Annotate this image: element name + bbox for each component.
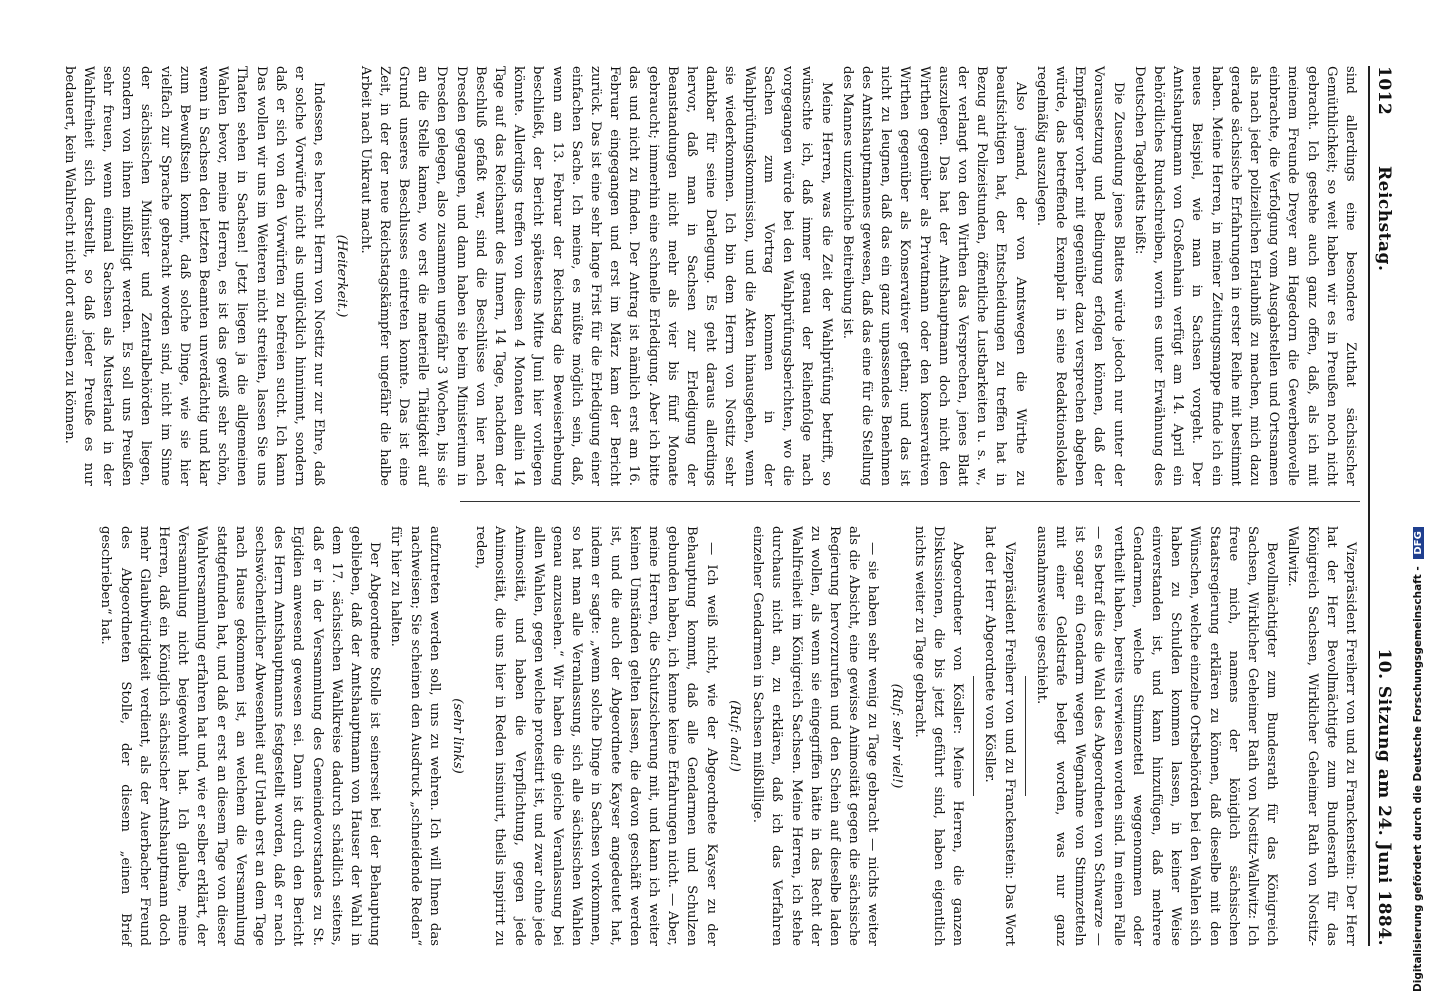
section-rule <box>973 676 974 796</box>
page-title: Reichstag. <box>1374 166 1394 272</box>
page-header <box>1366 66 1394 946</box>
dfg-logo: DFG <box>1413 527 1424 558</box>
header-rule <box>1368 66 1370 946</box>
left-column <box>57 66 1360 486</box>
column-divider <box>460 501 1360 502</box>
speaker-paragraph: Vizepräsident Freiherr von und zu Franckenstein: Das Wort hat der Herr Abgeordnete von Kösller. <box>982 526 1017 946</box>
interjection: (Ruf: aha!) <box>726 700 742 772</box>
interjection: (sehr links) <box>450 698 466 774</box>
paragraph: Indessen, es herrscht Herrn von Nostitz nur zur Ehre, daß er solche Vorwürfe nicht als unglücklich hinnimmt, sondern daß er sich von den Vorwürfen zu befreien sucht. Ich kann Das wollen wir uns im Weiteren nicht streiten, lassen Sie uns Thaten sehen in Sachsen! Jetzt liegen ja die allgemeinen Wahlen bevor, meine Herren, es ist das gewiß sehr schön, wenn in Sachsen den letzten Beamten unverdächtig und klar zum Bewußtsein kommt, daß solche Dinge, wie sie hier vielfach zur Sprache gebracht worden sind, nicht im Sinne der sächsischen Minister und Zentralbehörden liegen, sondern von ihnen mißbilligt werden. Es soll uns Preußen sehr freuen, wenn einmal Sachsen als Musterland in der Wahlfreiheit sich darstellt, so daß jeder Preuße es nur bedauert, kein Wahlrecht nicht dort ausüben zu können. <box>61 66 327 486</box>
quoted-paragraph: Die Zusendung jenes Blattes würde jedoch nur unter der Voraussetzung und Bedingung erfolgen können, daß der Empfänger vorher mit gegenüber dazu versprechen abgeben würde, das betreffende Exemplar in seine Redaktionslokale regelmäßig auszulegen. <box>1033 66 1126 486</box>
session-date: 10. Sitzung am 24. Juni 1884. <box>1374 648 1394 946</box>
section-rule <box>1025 676 1026 796</box>
paragraph: Der Abgeordnete Stolle ist seinerseit bei der Behauptung geblieben, daß der Amtshauptmann von Hauser der Wahl in dem 17. sächsischen Wahlkreise dadurch schädlich seitens, daß er in der Versammlung des Gemeindevorstandes zu St. Egidien anwesend gewesen sei. Dann ist durch den Bericht des Herrn Amtshauptmanns festgestellt worden, daß er nach sechswöchentlicher Abwesenheit auf Urlaub erst an dem Tage nach Hause gekommen ist, an welchem die Versammlung stattgefunden hat, und daß er erst an diesem Tage von dieser Wahlversammlung erfahren hat und, wie er selber erklärt, der Versammlung nicht beigewohnt hat. Ich glaube, meine Herren, daß ein Königlich sächsischer Amtshauptmann doch mehr Glaubwürdigkeit verdient, als der Auerbacher Freund des Abgeordneten Stolle, der diesem „einen Brief geschrieben“ hat. <box>98 526 383 946</box>
interjection: (Ruf: sehr viel!) <box>888 683 904 789</box>
digitization-credit <box>1412 8 1428 992</box>
speaker-paragraph: Vizepräsident Freiherr von und zu Franckenstein: Der Herr hat der Herr Bevollmächtigte zum Bundesrath für das Königreich Sachsen, Wirklicher Geheimer Rath von Nostitz-Wallwitz. <box>1285 526 1358 946</box>
credit-text: Digitalisierung gefördert durch die Deutsche Forschungsgemeinschaft - <box>1412 566 1424 992</box>
paragraph: Meine Herren, was die Zeit der Wahlprüfung betrifft, so wünschte ich, daß immer genau der Reihenfolge nach vorgegangen würde bei den Wahlprüfungsberichten, wo die Sachen zum Vortrag kommen in der Wahlprüfungskommission, und die Akten hinausgehen, wenn sie wiederkommen. Ich bin dem Herrn von Nostitz sehr dankbar für seine Darlegung. Es geht daraus allerdings hervor, daß man in Sachsen zur Erledigung der Beanstandungen nicht mehr als vier bis fünf Monate gebraucht; immerhin eine schnelle Erledigung. Aber ich bitte das und nicht zu finden. Der Antrag ist nämlich erst am 16. Februar eingegangen und erst im März kam der Bericht zurück. Das ist eine sehr lange Frist für die Erledigung einer einfachen Sache. Ich meine, es müßte möglich sein, daß, wenn am 13. Februar der Reichstag die Beweiserhebung beschließt, der Bericht spätestens Mitte Juni hier vorliegen könnte. Allerdings treffen von diesen 4 Monaten allein 14 Tage auf das Reichsamt des Innern, 14 Tage, nachdem der Beschluß gefaßt war, sind die Beschlüsse von hier nach Dresden gegangen, und dann haben sie beim Ministerium in Dresden gelegen, also zusammen ungefähr 3 Wochen, bis sie an die Stelle kamen, wo erst die materielle Thätigkeit auf Grund unseres Beschlusses eintreten konnte. Das ist eine Zeit, in der der neue Reichstagskämpfer ungefähr die halbe Arbeit nach Unkraut macht. <box>357 66 834 486</box>
interjection: (Heiterkeit.) <box>334 234 350 318</box>
paragraph: sind allerdings eine besondere Zuthat sächsischer Gemüthlichkeit; so weit haben wir es in Preußen noch nicht gebracht. Ich gestehe auch ganz offen, daß, als ich mit meinem Freunde Dreyer am Hagedorn die Gewerbenovelle einbrachte, die Verfolgung vom Ausgabstellen und Ortsnamen als nach jeder polizeilichen Erlaubniß zu machen, mich dazu gerade sächsische Erfahrungen in erster Reihe mit bestimmt haben. Meine Herren, in meiner Zeitungsmappe finde ich ein neues Beispiel, wie man in Sachsen vorgeht. Der Amtshauptmann von Großenhain verfügt am 14. April ein behördliches Rundschreiben, worin es unter Erwähnung des Deutschen Tageblatts heißt: <box>1131 66 1358 486</box>
page-number: 1012 <box>1374 66 1394 116</box>
paragraph: Also jemand, der von Amtswegen die Wirthe zu beaufsichtigen hat, der Entscheidungen zu treffen hat in Bezug auf Polizeistunden, öffentliche Lustbarkeiten u. s. w., der verlangt von den Wirthen das Versprechen, jenes Blatt auszulegen. Das hat der Amtshauptmann doch nicht den Wirthen gegenüber als Privatmann oder den konservativen Wirthen gegenüber als Konservativer gethan; und das ist nicht zu leugnen, daß das ein ganz unpassendes Benehmen des Amtshauptmannes gewesen, daß das eine für die Stellung des Mannes unziemliche Beitreibung ist. <box>839 66 1028 486</box>
paragraph: aufzutreten werden soll, uns zu wehren. Ich will Ihnen das nachweisen; Sie scheinen den Ausdruck „schneidende Reden“ für hier zu halten. <box>388 526 442 946</box>
right-column <box>94 526 1360 946</box>
digitization-credit-text <box>1412 8 1428 992</box>
paragraph: — Ich weiß nicht, wie der Abgeordnete Kayser zu der Behauptung kommt, daß alle Gendarmen und Schulzen gebunden haben, ich kenne keine Erfahrungen nicht. — Aber, meine Herren, die Schutzsicherung mit, und kann ich weiter keinen Umständen gelten lassen, die davon geschäft werden ist, und die auch der Abgeordnete Kayser angedeutet hat, indem er sagte: „wenn solche Dinge in Sachsen vorkommen, so hat man alle Veranlassung, sich alle sächsischen Wahlen genau anzusehen.“ Wir haben die gleiche Veranlassung bei allen Wahlen, gegen welche protestirt ist, und zwar ohne jede Animosität, und haben die Verpflichtung, gegen jede Animosität, die uns hier in Reden insinuirt, theils inspirirt zu reden, <box>473 526 719 946</box>
speaker-paragraph: Bevollmächtigter zum Bundesrath für das Königreich Sachsen, Wirklicher Geheimer Rath von Nostitz-Wallwitz: Ich freue mich, namens der königlich sächsischen Staatsregierung erklären zu können, daß dieselbe mit den Wünschen, welche einzelne Ortsbehörden bei den Wahlen sich haben zu Schulden kommen lassen, in keiner Weise einverstanden ist, und kann hinzufügen, daß mehrere Gendarmen, welche Stimmzettel weggenommen oder vertheilt haben, bereits verwiesen worden sind. Im einen Falle — es betraf dies die Wahl des Abgeordneten von Schwarze — ist sogar ein Gendarm wegen Wegnahme von Stimmzetteln mit einer Geldstrafe belegt worden, was nur ganz ausnahmsweise geschieht. <box>1033 526 1280 946</box>
paragraph: — sie haben sehr wenig zu Tage gebracht — nichts weiter als die Absicht, eine gewisse Animosität gegen die sächsische Regierung hervorzurufen und den Schein auf dieselbe laden zu wollen, als wenn sie eingegriffen hätte in das Recht der Wahlfreiheit im Königreich Sachsen. Meine Herren, ich stehe durchaus nicht an, zu erklären, daß ich das Verfahren einzelner Gendarmen in Sachsen mißbillige. <box>750 526 881 946</box>
speaker-paragraph: Abgeordneter von Kösller: Meine Herren, die ganzen Diskussionen, die bis jetzt geführt sind, haben eigentlich nichts weiter zu Tage gebracht. <box>911 526 966 946</box>
